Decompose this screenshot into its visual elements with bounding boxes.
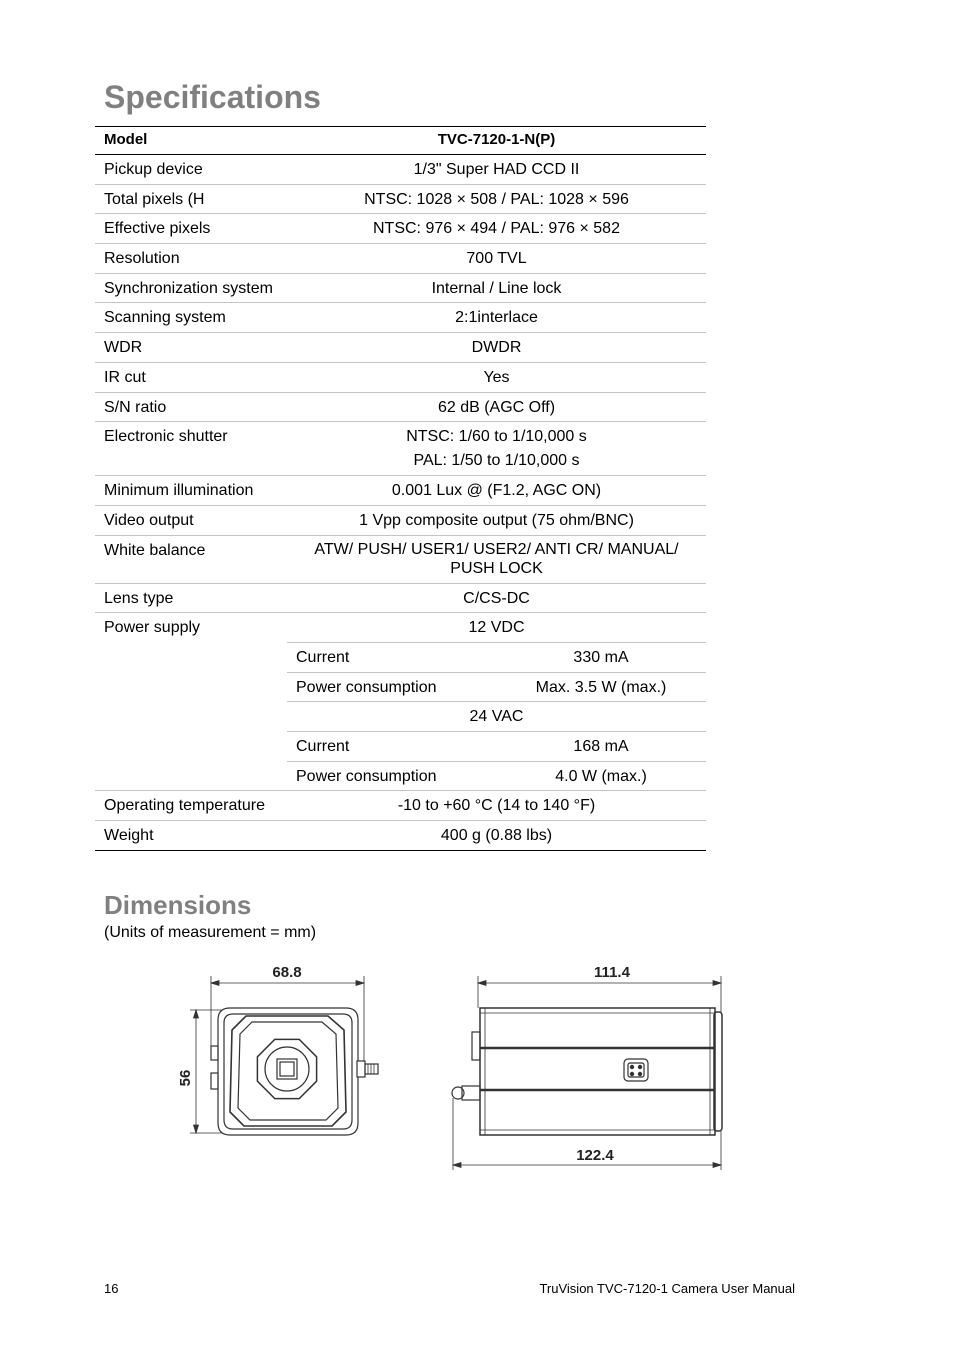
power-detail-label: Current bbox=[287, 643, 496, 673]
header-model-value: TVC-7120-1-N(P) bbox=[287, 127, 706, 155]
power-detail-row bbox=[287, 762, 706, 792]
spec-value: 400 g (0.88 lbs) bbox=[287, 821, 706, 851]
arrowhead bbox=[713, 1163, 721, 1168]
table-row bbox=[95, 303, 706, 333]
front-view-drawing bbox=[190, 976, 378, 1135]
power-detail-label: Power consumption bbox=[287, 673, 496, 703]
specifications-table bbox=[95, 126, 706, 851]
port-pin bbox=[638, 1072, 641, 1075]
spec-value: C/CS-DC bbox=[287, 584, 706, 614]
spec-label: White balance bbox=[95, 536, 287, 584]
spec-label: WDR bbox=[95, 333, 287, 363]
spec-value: Yes bbox=[287, 363, 706, 393]
lens-mount-ring bbox=[265, 1047, 309, 1091]
table-row bbox=[95, 244, 706, 274]
spec-label: Resolution bbox=[95, 244, 287, 274]
connector-screw bbox=[365, 1064, 378, 1074]
table-row bbox=[95, 536, 706, 584]
side-connector bbox=[357, 1061, 365, 1077]
table-row bbox=[95, 791, 706, 821]
spec-label: Lens type bbox=[95, 584, 287, 614]
power-detail-row bbox=[287, 673, 706, 703]
page-number: 16 bbox=[104, 1281, 119, 1296]
spec-value: 0.001 Lux @ (F1.2, AGC ON) bbox=[287, 476, 706, 506]
spec-label: Scanning system bbox=[95, 303, 287, 333]
power-detail-value: Max. 3.5 W (max.) bbox=[496, 673, 706, 703]
spec-value: DWDR bbox=[287, 333, 706, 363]
spec-value: 62 dB (AGC Off) bbox=[287, 393, 706, 423]
rear-connector bbox=[472, 1032, 480, 1060]
side-top-length-label: 111.4 bbox=[594, 964, 630, 981]
header-label: Model bbox=[95, 127, 287, 155]
front-width-label: 68.8 bbox=[272, 964, 302, 981]
power-ac-heading: 24 VAC bbox=[287, 702, 706, 732]
spec-value: 2:1interlace bbox=[287, 303, 706, 333]
side-view-drawing bbox=[452, 976, 722, 1170]
power-detail-value: 330 mA bbox=[496, 643, 706, 673]
lens-mount-plate bbox=[257, 1039, 316, 1098]
power-detail-row bbox=[287, 643, 706, 673]
spec-value: ATW/ PUSH/ USER1/ USER2/ ANTI CR/ MANUAL/ PUSH LOCK bbox=[287, 536, 706, 584]
arrowhead bbox=[194, 1125, 199, 1133]
spec-label: Electronic shutter bbox=[95, 422, 287, 476]
table-row bbox=[95, 155, 706, 185]
side-nub bbox=[211, 1073, 218, 1089]
sensor-window-inner bbox=[280, 1062, 294, 1076]
arrowhead bbox=[194, 1010, 199, 1018]
spec-value: 12 VDC bbox=[287, 613, 706, 643]
spec-label: Weight bbox=[95, 821, 287, 851]
arrowhead bbox=[713, 981, 721, 986]
power-details-rows bbox=[287, 643, 706, 792]
spec-label: Synchronization system bbox=[95, 274, 287, 304]
front-bezel bbox=[230, 1016, 346, 1126]
spec-value-line: NTSC: 1/60 to 1/10,000 s bbox=[406, 428, 587, 446]
table-header-row bbox=[95, 127, 706, 155]
spec-label: Power supply bbox=[104, 619, 201, 637]
width-dimension bbox=[211, 976, 364, 1062]
spec-value: -10 to +60 °C (14 to 140 °F) bbox=[287, 791, 706, 821]
side-nub bbox=[211, 1046, 218, 1060]
power-detail-label: Power consumption bbox=[287, 762, 496, 792]
port-pin bbox=[630, 1072, 633, 1075]
table-row bbox=[95, 333, 706, 363]
arrowhead bbox=[356, 981, 364, 986]
port-pin bbox=[638, 1065, 641, 1068]
spec-value: 700 TVL bbox=[287, 244, 706, 274]
bnc-connector-body bbox=[462, 1086, 480, 1100]
spec-label: IR cut bbox=[95, 363, 287, 393]
arrowhead bbox=[453, 1163, 461, 1168]
spec-label: Minimum illumination bbox=[95, 476, 287, 506]
power-details-spacer bbox=[95, 643, 287, 792]
table-row bbox=[95, 214, 706, 244]
spec-value: Internal / Line lock bbox=[287, 274, 706, 304]
arrowhead bbox=[211, 981, 219, 986]
power-detail-row bbox=[287, 732, 706, 762]
height-dimension bbox=[190, 1010, 222, 1133]
power-detail-row bbox=[287, 702, 706, 732]
spec-label: Pickup device bbox=[95, 155, 287, 185]
camera-dimension-drawings bbox=[170, 955, 740, 1180]
power-details-block bbox=[95, 643, 706, 792]
table-row bbox=[95, 821, 706, 851]
table-row bbox=[95, 185, 706, 215]
table-row bbox=[95, 476, 706, 506]
table-row bbox=[95, 584, 706, 614]
spec-value-line: PAL: 1/50 to 1/10,000 s bbox=[413, 452, 580, 470]
table-row bbox=[95, 274, 706, 304]
spec-label: Video output bbox=[95, 506, 287, 536]
footer-manual-title: TruVision TVC-7120-1 Camera User Manual bbox=[539, 1281, 795, 1296]
front-bezel-inner bbox=[238, 1022, 338, 1120]
specifications-heading: Specifications bbox=[104, 79, 321, 115]
dimensions-heading: Dimensions bbox=[104, 890, 252, 920]
table-row bbox=[95, 363, 706, 393]
side-bottom-length-label: 122.4 bbox=[576, 1147, 614, 1164]
spec-label: S/N ratio bbox=[95, 393, 287, 423]
top-length-dimension bbox=[478, 976, 721, 1012]
spec-value: NTSC: 1028 × 508 / PAL: 1028 × 596 bbox=[287, 185, 706, 215]
power-detail-value: 168 mA bbox=[496, 732, 706, 762]
units-note: (Units of measurement = mm) bbox=[104, 924, 317, 941]
table-row bbox=[95, 393, 706, 423]
table-row bbox=[95, 613, 706, 643]
spec-label: Total pixels (H bbox=[95, 185, 287, 215]
spec-value: 1 Vpp composite output (75 ohm/BNC) bbox=[287, 506, 706, 536]
power-detail-label: Current bbox=[287, 732, 496, 762]
power-detail-value: 4.0 W (max.) bbox=[496, 762, 706, 792]
arrowhead bbox=[478, 981, 486, 986]
spec-value: NTSC: 976 × 494 / PAL: 976 × 582 bbox=[287, 214, 706, 244]
spec-label: Effective pixels bbox=[95, 214, 287, 244]
port-pin bbox=[630, 1065, 633, 1068]
table-row bbox=[95, 422, 706, 476]
spec-label: Operating temperature bbox=[95, 791, 287, 821]
front-height-label: 56 bbox=[177, 1069, 194, 1087]
camera-side-body bbox=[480, 1008, 715, 1135]
spec-value: 1/3" Super HAD CCD II bbox=[287, 155, 706, 185]
table-row bbox=[95, 506, 706, 536]
spec-value bbox=[287, 422, 706, 476]
